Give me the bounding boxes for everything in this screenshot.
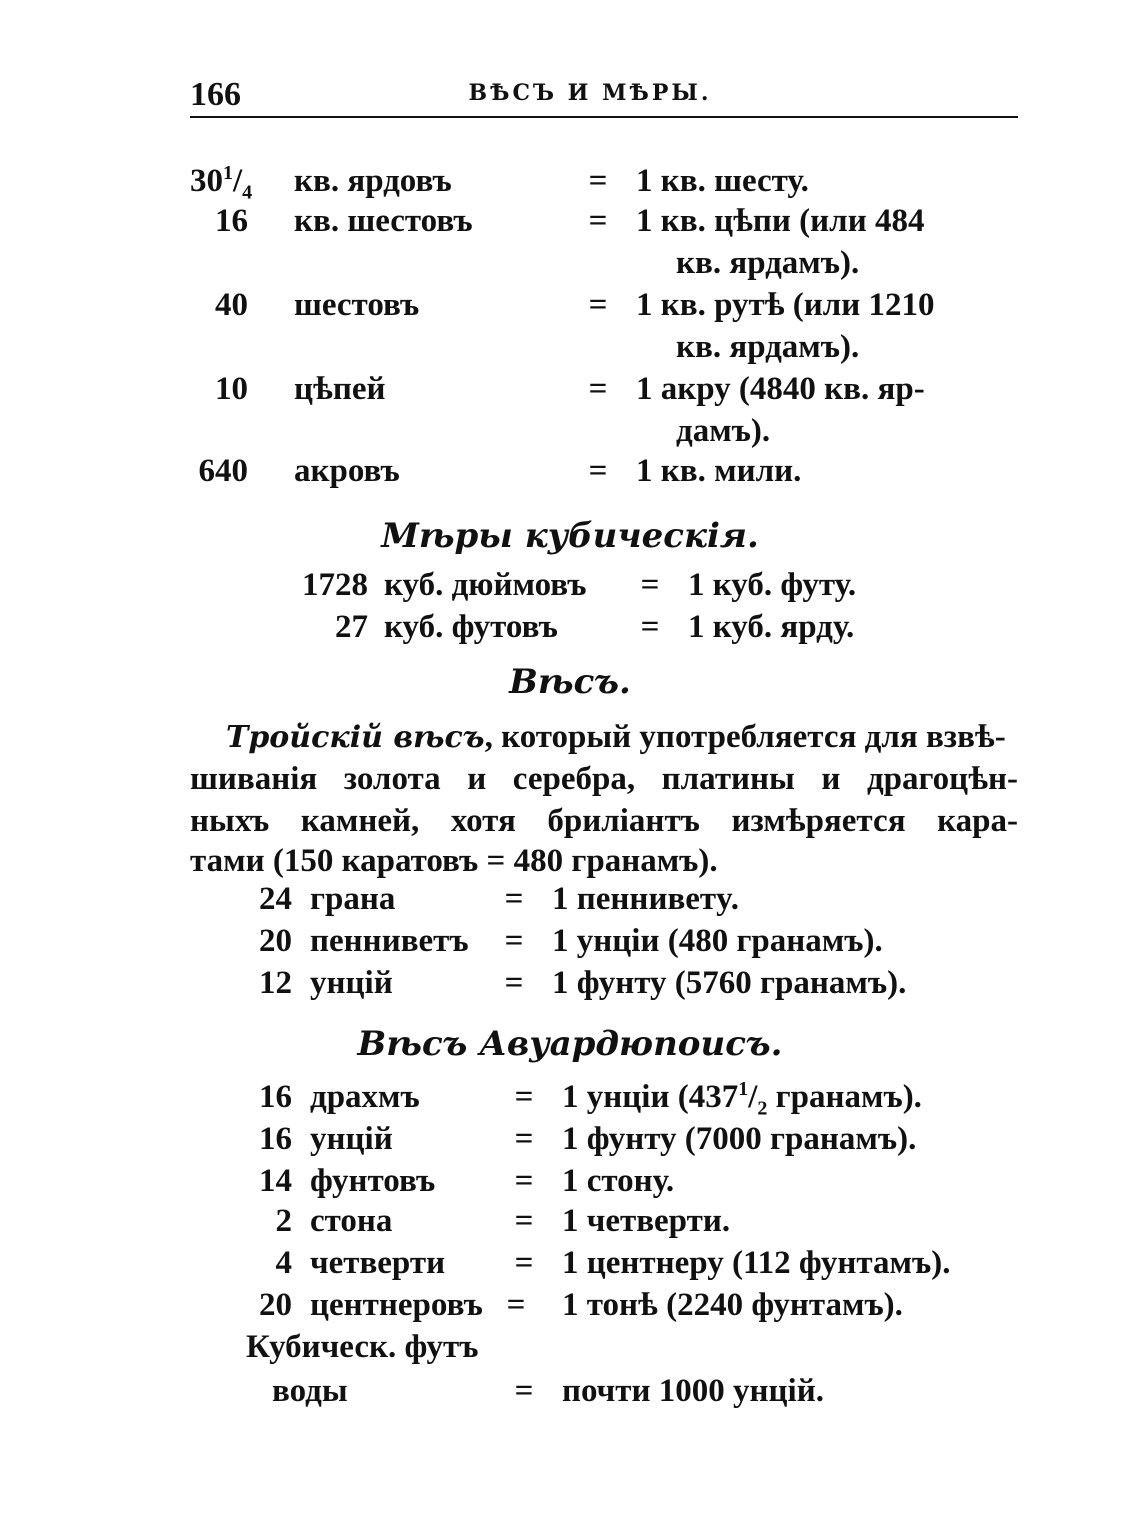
avoirdupois-unit: центнеровъ: [310, 1287, 483, 1323]
avoirdupois-unit: унцій: [310, 1121, 393, 1157]
avoirdupois-row: [0, 1284, 1140, 1326]
equals-sign: =: [514, 1163, 534, 1199]
square-qty: 40: [215, 287, 248, 323]
troy-row: [0, 878, 1140, 920]
avoirdupois-qty: 4: [275, 1245, 292, 1281]
avoirdupois-value: 1 фунту (7000 гранамъ).: [562, 1121, 917, 1157]
cubic-qty: 1728: [302, 567, 368, 603]
paragraph-term: Тройскій вѣсъ: [226, 720, 485, 755]
avoirdupois-row: [0, 1076, 1140, 1118]
equals-sign: =: [514, 1121, 534, 1157]
avoirdupois-qty: 20: [259, 1287, 292, 1323]
troy-row: [0, 962, 1140, 1004]
troy-value: 1 пенниветy.: [552, 881, 740, 917]
cubic-row: [0, 564, 1140, 606]
square-unit: шестовъ: [294, 287, 420, 323]
square-value-cont: кв. ярдамъ).: [676, 329, 860, 365]
water-row: [0, 1370, 1140, 1412]
square-qty: $30^1/_4$: [190, 162, 253, 204]
water-label: Кубическ. футъ: [246, 1329, 479, 1365]
avoirdupois-row: [0, 1118, 1140, 1160]
troy-qty: 20: [259, 923, 292, 959]
square-unit: кв. ярдовъ: [294, 163, 452, 199]
troy-value: 1 фунту (5760 гранамъ).: [552, 965, 907, 1001]
frac-numerator: 1: [223, 162, 233, 184]
square-unit: акровъ: [294, 453, 400, 489]
value-text: гранамъ).: [767, 1079, 922, 1115]
section-heading-weight: Вѣсъ.: [509, 662, 631, 702]
frac-denominator: 4: [242, 181, 253, 204]
troy-unit: унцій: [310, 965, 393, 1001]
equals-sign: =: [514, 1203, 534, 1239]
page-number: 166: [190, 76, 241, 113]
square-row-continuation: [0, 242, 1140, 284]
troy-qty: 24: [259, 881, 292, 917]
cubic-value: 1 куб. ярду.: [688, 609, 855, 645]
square-row: [0, 368, 1140, 410]
square-value-cont: кв. ярдамъ).: [676, 245, 860, 281]
paragraph-line: шиванія золота и серебра, платины и драгоцѣн-: [190, 761, 1018, 797]
section-heading-avoirdupois: Вѣсъ Авуардюпоисъ.: [357, 1024, 783, 1064]
equals-sign: =: [504, 965, 524, 1001]
avoirdupois-unit: четверти: [310, 1245, 446, 1281]
avoirdupois-qty: 16: [259, 1079, 292, 1115]
troy-unit: пенниветъ: [310, 923, 469, 959]
equals-sign: =: [514, 1373, 534, 1409]
qty-whole: 30: [190, 163, 223, 199]
square-value: 1 кв. мили.: [636, 453, 802, 489]
troy-unit: грана: [310, 881, 396, 917]
square-value: 1 кв. цѣпи (или 484: [636, 203, 925, 239]
avoirdupois-qty: 16: [259, 1121, 292, 1157]
square-value: 1 кв. шесту.: [636, 163, 809, 199]
cubic-unit: куб. дюймовъ: [384, 567, 587, 603]
paragraph-line: ныхъ камней, хотя бриліантъ измѣряется кара-: [190, 803, 1018, 839]
avoirdupois-row: [0, 1242, 1140, 1284]
value-text: 1 унціи (437: [562, 1079, 739, 1115]
avoirdupois-value: 1 центнеру (112 фунтамъ).: [562, 1245, 951, 1281]
header-rule: [190, 116, 1018, 118]
frac-denominator: 2: [757, 1097, 768, 1120]
water-value: почти 1000 унцій.: [562, 1373, 824, 1409]
water-label: воды: [272, 1373, 348, 1409]
square-value: 1 кв. рутѣ (или 1210: [636, 287, 935, 323]
equals-sign: =: [588, 287, 608, 323]
equals-sign: =: [640, 567, 660, 603]
cubic-value: 1 куб. футу.: [688, 567, 857, 603]
avoirdupois-row: [0, 1160, 1140, 1202]
equals-sign: =: [588, 203, 608, 239]
square-unit: кв. шестовъ: [294, 203, 473, 239]
paragraph-text: , который употребляется для взвѣ-: [484, 719, 1006, 755]
running-title: ВѢСЪ И МѢРЫ.: [468, 80, 712, 106]
square-value-cont: дамъ).: [676, 413, 771, 449]
square-qty: 640: [198, 453, 248, 489]
avoirdupois-value: 1 стону.: [562, 1163, 675, 1199]
equals-sign: =: [588, 371, 608, 407]
cubic-qty: 27: [335, 609, 368, 645]
cubic-row: [0, 606, 1140, 648]
equals-sign: =: [506, 1287, 526, 1323]
square-value: 1 акру (4840 кв. яр-: [636, 371, 925, 407]
avoirdupois-unit: драхмъ: [310, 1079, 420, 1115]
square-qty: 16: [215, 203, 248, 239]
troy-row: [0, 920, 1140, 962]
equals-sign: =: [588, 163, 608, 199]
avoirdupois-qty: 14: [259, 1163, 292, 1199]
square-row: [0, 284, 1140, 326]
square-row-continuation: [0, 326, 1140, 368]
avoirdupois-value: 1 четверти.: [562, 1203, 731, 1239]
paragraph-line: [226, 716, 1018, 758]
equals-sign: =: [514, 1245, 534, 1281]
section-heading-cubic: Мѣры кубическія.: [381, 516, 759, 556]
square-qty: 10: [215, 371, 248, 407]
equals-sign: =: [640, 609, 660, 645]
square-row: [0, 450, 1140, 492]
water-label-row: [0, 1326, 1140, 1368]
avoirdupois-unit: фунтовъ: [310, 1163, 436, 1199]
equals-sign: =: [504, 923, 524, 959]
equals-sign: =: [504, 881, 524, 917]
avoirdupois-row: [0, 1200, 1140, 1242]
square-row-continuation: [0, 410, 1140, 452]
equals-sign: =: [514, 1079, 534, 1115]
equals-sign: =: [588, 453, 608, 489]
square-unit: цѣпей: [294, 371, 386, 407]
troy-qty: 12: [259, 965, 292, 1001]
square-row: [0, 160, 1140, 202]
paragraph-line: тами (150 каратовъ = 480 гранамъ).: [190, 843, 718, 879]
avoirdupois-unit: стона: [310, 1203, 393, 1239]
troy-value: 1 унціи (480 гранамъ).: [552, 923, 883, 959]
square-row: [0, 200, 1140, 242]
cubic-unit: куб. футовъ: [384, 609, 558, 645]
avoirdupois-value: 1 тонѣ (2240 фунтамъ).: [562, 1287, 903, 1323]
frac-numerator: 1: [738, 1078, 749, 1100]
avoirdupois-qty: 2: [275, 1203, 292, 1239]
avoirdupois-value: 1 унціи ($437^1/_2$ гранамъ).: [562, 1078, 922, 1120]
